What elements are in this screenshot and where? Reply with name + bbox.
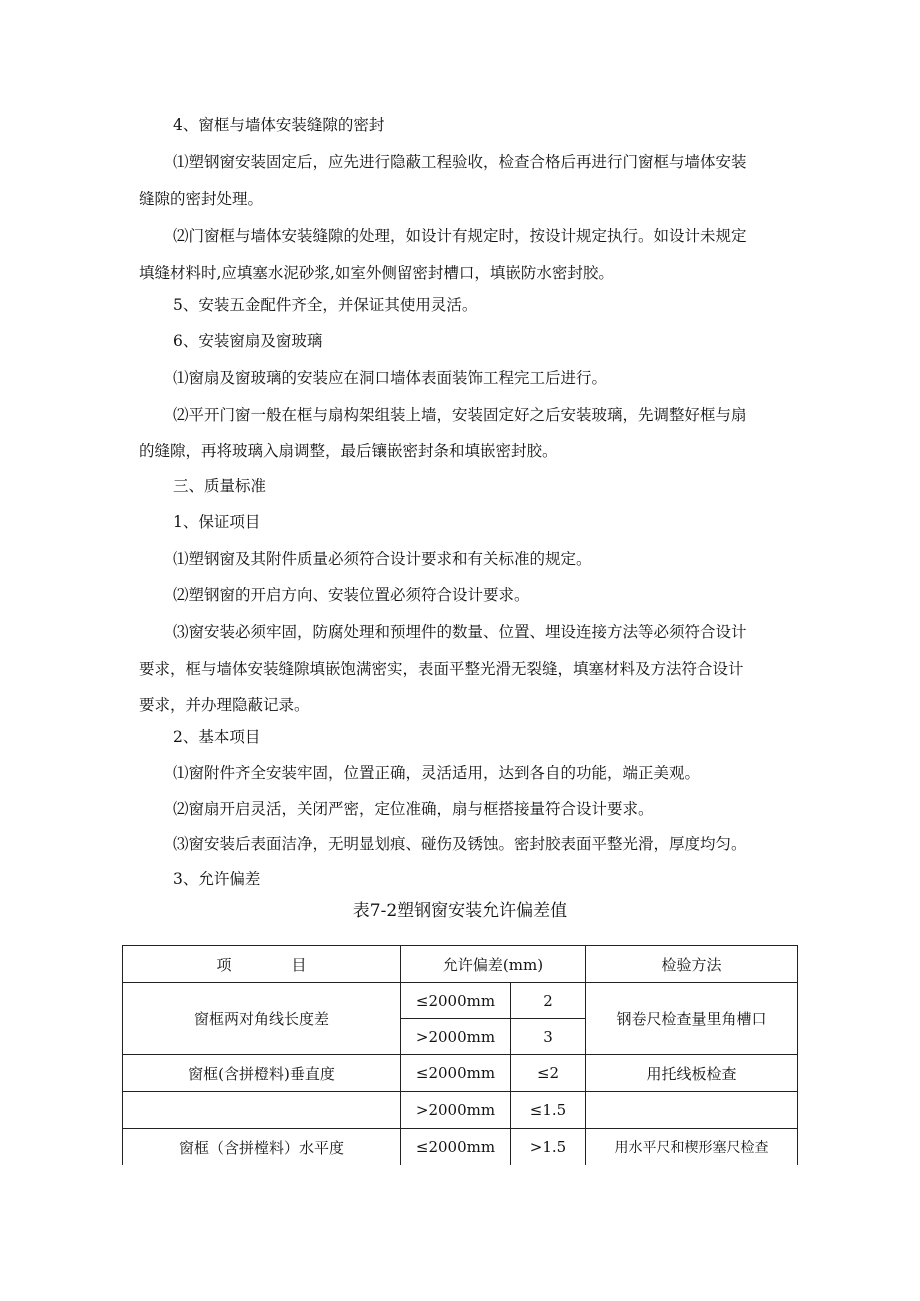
cell-value: ≤2 (511, 1055, 586, 1092)
table-row (123, 1092, 798, 1129)
table-row (123, 983, 798, 1019)
paragraph-text: 要求，框与墙体安装缝隙填嵌饱满密实，表面平整光滑无裂缝，填塞材料及方法符合设计 (139, 660, 744, 678)
paragraph-text: ⑶窗安装必须牢固，防腐处理和预埋件的数量、位置、埋设连接方法等必须符合设计 (173, 623, 747, 641)
heading-hardware: 5、安装五金配件齐全，并保证其使用灵活。 (173, 296, 478, 314)
paragraph-text: ⑶窗安装后表面洁净，无明显划痕、碰伤及锈蚀。密封胶表面平整光滑，厚度均匀。 (173, 835, 747, 853)
header-deviation: 允许偏差(mm) (401, 946, 586, 983)
paragraph-text: ⑵平开门窗一般在框与扇构架组装上墙，安装固定好之后安装玻璃，先调整好框与扇 (173, 406, 747, 424)
paragraph-text: 填缝材料时,应填塞水泥砂浆,如室外侧留密封槽口，填嵌防水密封胶。 (139, 264, 614, 282)
cell-item: 窗框（含拼樘料）水平度 (123, 1129, 401, 1166)
cell-value: ≤1.5 (511, 1092, 586, 1129)
paragraph-text: ⑴塑钢窗及其附件质量必须符合设计要求和有关标准的规定。 (173, 550, 592, 568)
cell-range: ≤2000mm (401, 983, 511, 1019)
cell-range: >2000mm (401, 1092, 511, 1129)
paragraph-text: 要求，并办理隐蔽记录。 (139, 696, 310, 714)
cell-value: 2 (511, 983, 586, 1019)
paragraph-text: ⑴塑钢窗安装固定后，应先进行隐蔽工程验收，检查合格后再进行门窗框与墙体安装 (173, 153, 747, 171)
paragraph-text: ⑵门窗框与墙体安装缝隙的处理，如设计有规定时，按设计规定执行。如设计未规定 (173, 227, 747, 245)
cell-item: 窗框两对角线长度差 (123, 983, 401, 1055)
cell-method: 用水平尺和楔形塞尺检查 (586, 1129, 798, 1166)
header-item-part2: 目 (291, 955, 307, 974)
paragraph-text: 缝隙的密封处理。 (139, 190, 264, 208)
table-row (123, 1055, 798, 1092)
table-row (123, 1129, 798, 1166)
paragraph-text: ⑴窗扇及窗玻璃的安装应在洞口墙体表面装饰工程完工后进行。 (173, 369, 608, 387)
paragraph-text: ⑵窗扇开启灵活，关闭严密，定位准确，扇与框搭接量符合设计要求。 (173, 800, 654, 818)
heading-quality-standard: 三、质量标准 (173, 477, 267, 495)
deviation-table (122, 945, 798, 1165)
paragraph-text: 的缝隙，再将玻璃入扇调整，最后镶嵌密封条和填嵌密封胶。 (139, 442, 558, 460)
heading-allowable-deviation: 3、允许偏差 (173, 870, 261, 888)
cell-value: 3 (511, 1019, 586, 1055)
header-method: 检验方法 (586, 946, 798, 983)
table-header-row (123, 946, 798, 983)
header-item (123, 946, 401, 983)
cell-item (123, 1092, 401, 1129)
table-caption: 表7-2塑钢窗安装允许偏差值 (352, 901, 568, 921)
cell-item: 窗框(含拼橙料)垂直度 (123, 1055, 401, 1092)
heading-sash-glass: 6、安装窗扇及窗玻璃 (173, 332, 323, 350)
heading-guaranteed-items: 1、保证项目 (173, 513, 261, 531)
heading-window-frame-seal: 4、窗框与墙体安装缝隙的密封 (173, 116, 385, 134)
cell-method: 钢卷尺检查量里角槽口 (586, 983, 798, 1055)
cell-method (586, 1092, 798, 1129)
header-item-part1: 项 (216, 955, 232, 974)
paragraph-text: ⑵塑钢窗的开启方向、安装位置必须符合设计要求。 (173, 586, 530, 604)
cell-value: >1.5 (511, 1129, 586, 1166)
cell-range: >2000mm (401, 1019, 511, 1055)
paragraph-text: ⑴窗附件齐全安装牢固，位置正确，灵活适用，达到各自的功能，端正美观。 (173, 764, 701, 782)
heading-basic-items: 2、基本项目 (173, 728, 261, 746)
cell-range: ≤2000mm (401, 1129, 511, 1166)
cell-method: 用托线板检查 (586, 1055, 798, 1092)
cell-range: ≤2000mm (401, 1055, 511, 1092)
